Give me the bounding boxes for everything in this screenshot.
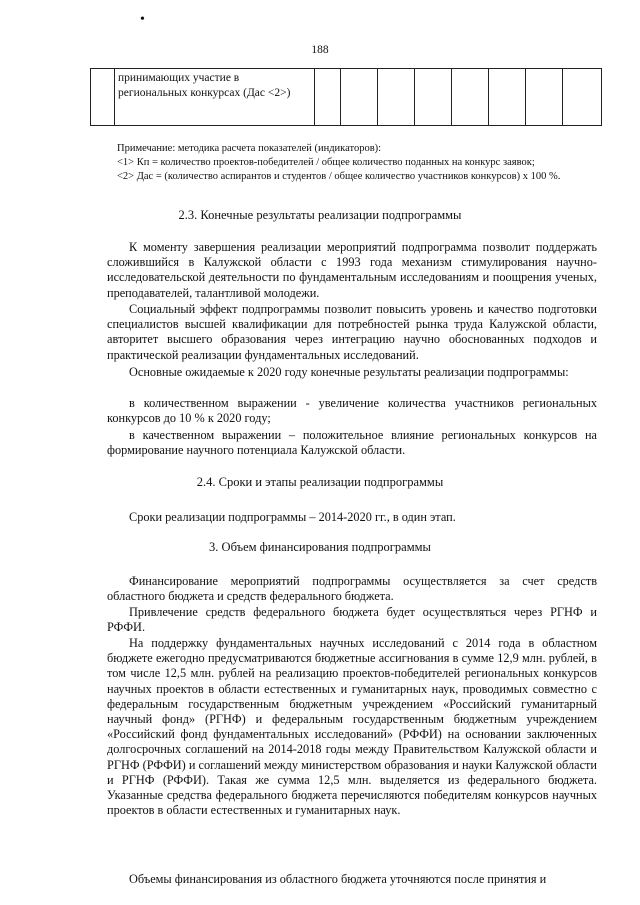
note-line-2: <2> Дас = (количество аспирантов и студентов / общее количество участников конкурсов) х 100 %. [117, 171, 561, 182]
paragraph: Финансирование мероприятий подпрограммы осуществляется за счет средств областного бюджета и средств федерального бюджета. [107, 574, 597, 604]
table-cell [489, 69, 526, 126]
section-heading-3: 3. Объем финансирования подпрограммы [209, 540, 431, 554]
paragraph: Объемы финансирования из областного бюджета уточняются после принятия и [129, 872, 547, 886]
table-cell [341, 69, 378, 126]
indicator-table-fragment [90, 68, 602, 126]
scan-mark: • [140, 12, 145, 27]
section-heading-2-3: 2.3. Конечные результаты реализации подпрограммы [178, 208, 462, 222]
paragraph: Основные ожидаемые к 2020 году конечные результаты реализации подпрограммы: [129, 365, 569, 379]
table-cell [315, 69, 341, 126]
note-line-1: <1> Кп = количество проектов-победителей / общее количество поданных на конкурс заявок; [117, 157, 535, 168]
table-cell [563, 69, 602, 126]
table-cell [526, 69, 563, 126]
paragraph: в качественном выражении – положительное влияние региональных конкурсов на формирование научного потенциала Калужской области. [107, 428, 597, 458]
table-cell [378, 69, 415, 126]
table-cell [415, 69, 452, 126]
page-number: 188 [311, 44, 329, 56]
section-heading-2-4: 2.4. Сроки и этапы реализации подпрограммы [196, 475, 444, 489]
note-title: Примечание: методика расчета показателей (индикаторов): [117, 143, 382, 154]
paragraph: Социальный эффект подпрограммы позволит повысить уровень и качество подготовки специалистов высшей квалификации для потребностей рынка труда Калужской области, авторитет высшего образования через интеграцию научно обоснованных подходов и практической реализации фундаментальных исследований. [107, 302, 597, 362]
table-cell [91, 69, 115, 126]
table-row-label: принимающих участие в региональных конкурсах (Дас <2>) [115, 69, 315, 126]
paragraph: в количественном выражении - увеличение количества участников региональных конкурсов до 10 % к 2020 году; [107, 396, 597, 426]
note-block [107, 142, 597, 184]
table-cell [452, 69, 489, 126]
paragraph: На поддержку фундаментальных научных исследований с 2014 года в областном бюджете ежегодно предусматриваются бюджетные ассигнования в сумме 12,9 млн. рублей, в том числе 12,5 млн. рублей на реализацию проектов-победителей региональных конкурсов научных проектов в области естественных и гуманитарных наук, проводимых совместно с федеральным государственным бюджетным учреждением «Российский гуманитарный научный фонд» (РГНФ) и федеральным государственным бюджетным учреждением «Российский фонд фундаментальных исследований» (РФФИ) на основании заключенных долгосрочных соглашений на 2014-2018 годы между Правительством Калужской области и РГНФ (РФФИ) и соглашений между министерством образования и науки Калужской области и РГНФ (РФФИ). Такая же сумма 12,5 млн. выделяется из федерального бюджета. Указанные средства федерального бюджета перечисляются победителям конкурсов научных проектов в области естественных и гуманитарных наук. [107, 636, 597, 818]
paragraph: К моменту завершения реализации мероприятий подпрограмма позволит поддержать сложившийся в Калужской области с 1993 года механизм стимулирования научно-исследовательской деятельности по фундаментальным исследованиям и поощрения ученых, преподавателей, талантливой молодежи. [107, 240, 597, 300]
table-row [91, 69, 602, 126]
paragraph: Привлечение средств федерального бюджета будет осуществляться через РГНФ и РФФИ. [107, 605, 597, 635]
paragraph: Сроки реализации подпрограммы – 2014-2020 гг., в один этап. [129, 510, 456, 524]
